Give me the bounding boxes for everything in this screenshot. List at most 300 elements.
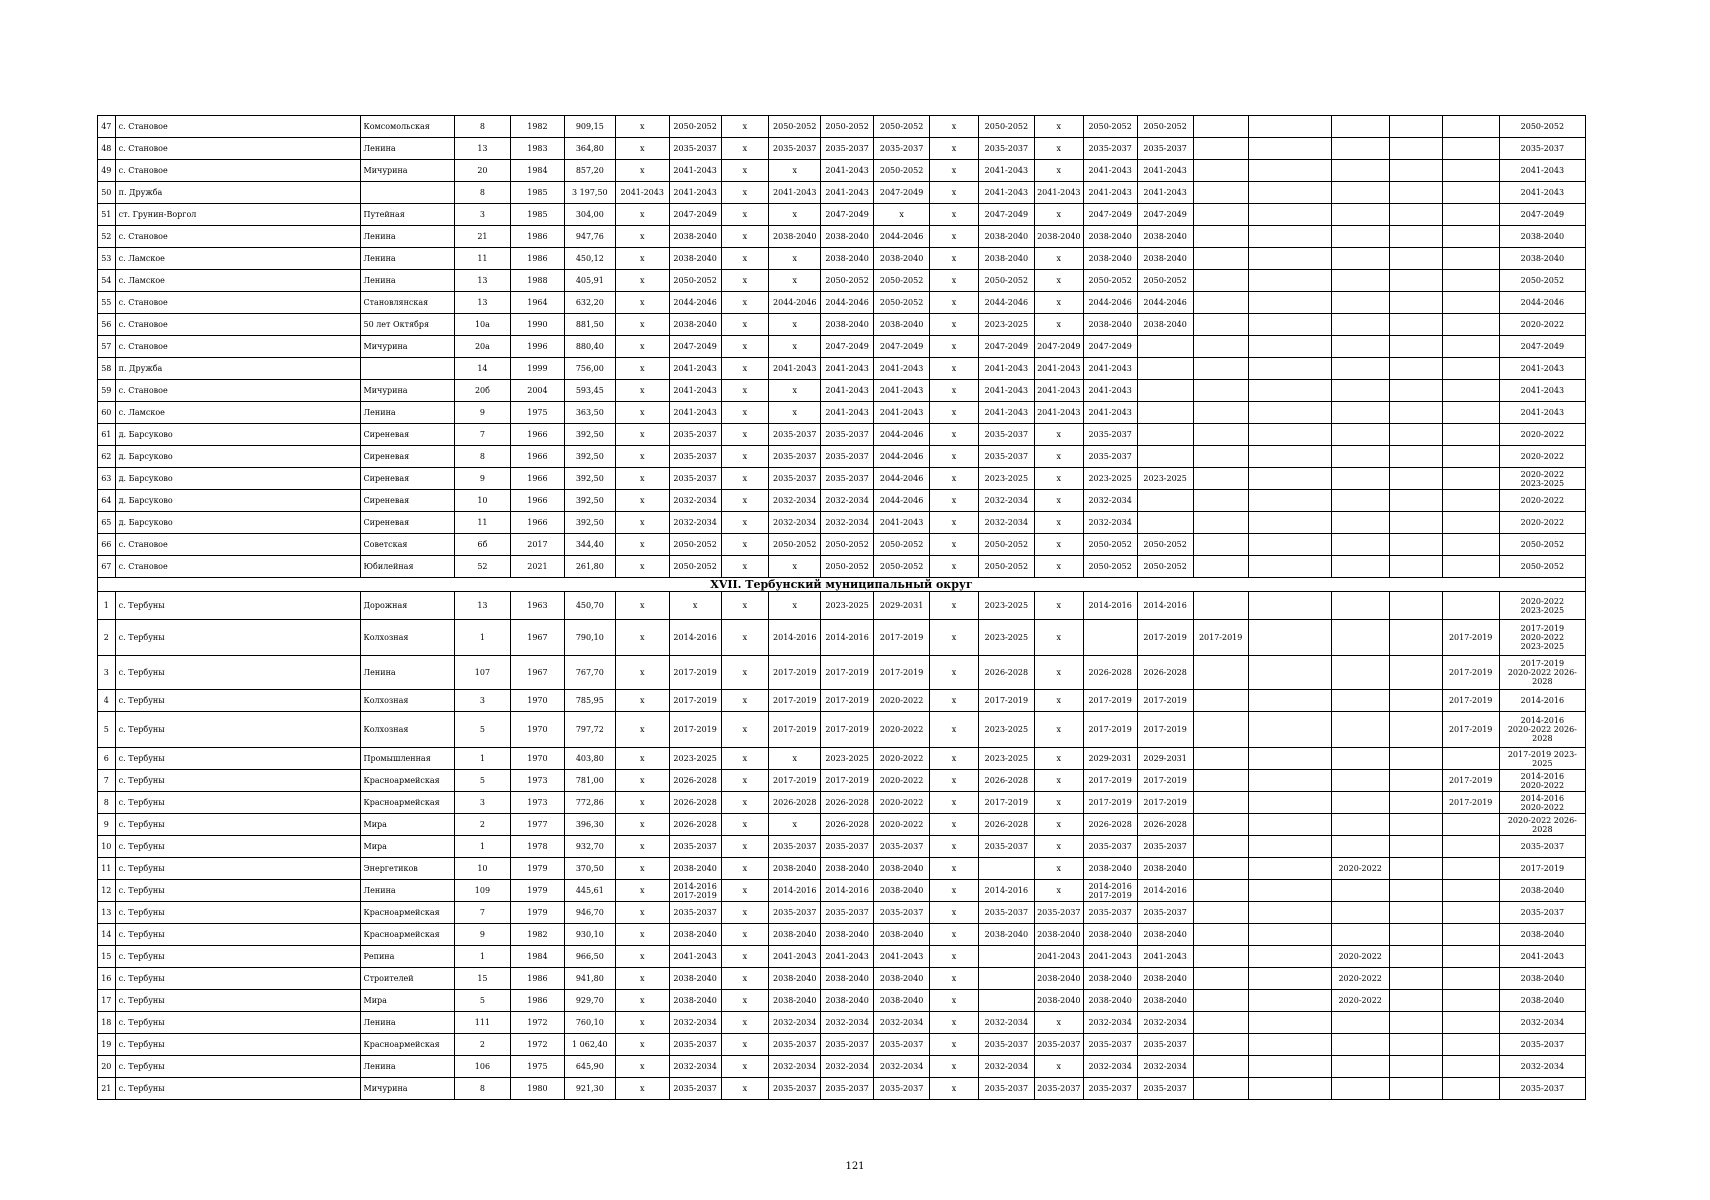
table-cell: [1248, 656, 1331, 690]
table-cell: 2035-2037: [769, 424, 821, 446]
table-cell: [1389, 424, 1442, 446]
table-cell: Становлянская: [360, 292, 454, 314]
table-cell: х: [721, 160, 769, 182]
table-cell: 2050-2052: [874, 556, 930, 578]
table-cell: 1967: [510, 620, 564, 656]
table-cell: 2038-2040: [821, 968, 874, 990]
table-cell: 2035-2037: [978, 902, 1034, 924]
table-cell: х: [721, 902, 769, 924]
table-cell: с. Ламское: [115, 248, 360, 270]
table-cell: х: [930, 690, 979, 712]
table-cell: [1389, 836, 1442, 858]
table-row: [98, 858, 1586, 880]
table-cell: [1193, 556, 1248, 578]
table-cell: [1389, 1056, 1442, 1078]
table-cell: [1442, 836, 1499, 858]
table-cell: х: [1034, 814, 1083, 836]
table-cell: 49: [98, 160, 116, 182]
table-cell: 2041-2043: [874, 512, 930, 534]
table-cell: 2017-2019: [821, 712, 874, 748]
table-cell: 2038-2040: [821, 226, 874, 248]
table-cell: 2017-2019: [1193, 620, 1248, 656]
table-cell: 2: [98, 620, 116, 656]
table-row: [98, 924, 1586, 946]
table-cell: 3: [454, 690, 510, 712]
table-cell: [1442, 138, 1499, 160]
table-cell: 2020-2022 2023-2025: [1499, 468, 1585, 490]
table-cell: 2050-2052: [874, 116, 930, 138]
table-cell: 14: [454, 358, 510, 380]
table-cell: 2035-2037: [1034, 1034, 1083, 1056]
table-cell: 2032-2034: [821, 1012, 874, 1034]
table-cell: 1986: [510, 248, 564, 270]
table-cell: 2041-2043: [1034, 946, 1083, 968]
table-cell: 2038-2040: [1083, 968, 1137, 990]
table-cell: 2050-2052: [669, 556, 721, 578]
table-cell: 2017-2019: [1137, 620, 1193, 656]
table-cell: х: [615, 490, 669, 512]
table-cell: 881,50: [564, 314, 615, 336]
table-cell: 2038-2040: [1137, 968, 1193, 990]
table-cell: [1193, 182, 1248, 204]
table-cell: 2017-2019: [669, 656, 721, 690]
table-cell: 13: [454, 138, 510, 160]
table-cell: 2017-2019: [669, 712, 721, 748]
table-cell: с. Становое: [115, 138, 360, 160]
table-cell: х: [930, 1012, 979, 1034]
table-cell: [1193, 924, 1248, 946]
table-cell: х: [1034, 656, 1083, 690]
table-cell: 2038-2040: [874, 248, 930, 270]
table-cell: 445,61: [564, 880, 615, 902]
table-row: [98, 1034, 1586, 1056]
table-cell: 932,70: [564, 836, 615, 858]
table-cell: [1389, 946, 1442, 968]
table-cell: 2044-2046: [1499, 292, 1585, 314]
table-cell: 929,70: [564, 990, 615, 1012]
table-cell: 9: [454, 468, 510, 490]
table-cell: х: [1034, 592, 1083, 620]
table-cell: [1331, 556, 1389, 578]
table-row: [98, 270, 1586, 292]
table-cell: 2032-2034: [1083, 512, 1137, 534]
table-cell: 1982: [510, 924, 564, 946]
table-cell: [1193, 138, 1248, 160]
table-cell: 2050-2052: [821, 556, 874, 578]
table-cell: [1442, 814, 1499, 836]
table-cell: х: [615, 1034, 669, 1056]
table-cell: 2035-2037: [769, 1034, 821, 1056]
table-cell: [360, 358, 454, 380]
table-cell: 2026-2028: [669, 770, 721, 792]
table-row: [98, 968, 1586, 990]
table-cell: 10: [454, 858, 510, 880]
table-cell: х: [615, 1056, 669, 1078]
table-cell: х: [721, 292, 769, 314]
table-cell: 2035-2037: [1083, 836, 1137, 858]
table-cell: 2050-2052: [669, 534, 721, 556]
table-cell: 10: [98, 836, 116, 858]
table-cell: х: [930, 620, 979, 656]
table-cell: 1985: [510, 204, 564, 226]
table-cell: Мира: [360, 990, 454, 1012]
table-cell: [1193, 160, 1248, 182]
table-cell: 2041-2043: [1034, 402, 1083, 424]
table-cell: 2041-2043: [1083, 380, 1137, 402]
table-cell: [1193, 270, 1248, 292]
table-cell: х: [721, 512, 769, 534]
table-cell: 18: [98, 1012, 116, 1034]
table-cell: 14: [98, 924, 116, 946]
table-cell: 2038-2040: [874, 858, 930, 880]
table-cell: 55: [98, 292, 116, 314]
table-cell: [1248, 990, 1331, 1012]
table-cell: 2017-2019: [1442, 770, 1499, 792]
table-cell: 2035-2037: [821, 138, 874, 160]
table-cell: 363,50: [564, 402, 615, 424]
table-cell: Сиреневая: [360, 468, 454, 490]
table-cell: х: [1034, 1056, 1083, 1078]
table-cell: 2032-2034: [1083, 490, 1137, 512]
table-cell: 8: [454, 446, 510, 468]
table-cell: 2026-2028: [769, 792, 821, 814]
table-cell: с. Тербуны: [115, 902, 360, 924]
table-cell: 2035-2037: [978, 836, 1034, 858]
table-cell: 61: [98, 424, 116, 446]
table-cell: 2050-2052: [1083, 116, 1137, 138]
table-cell: 2041-2043: [821, 946, 874, 968]
table-cell: 1966: [510, 490, 564, 512]
table-cell: 2035-2037: [669, 902, 721, 924]
table-cell: 2017-2019: [1137, 712, 1193, 748]
table-cell: Дорожная: [360, 592, 454, 620]
table-cell: 2035-2037: [669, 468, 721, 490]
table-cell: 405,91: [564, 270, 615, 292]
table-cell: 2038-2040: [1034, 924, 1083, 946]
table-cell: [1442, 160, 1499, 182]
table-cell: [1193, 770, 1248, 792]
table-cell: 261,80: [564, 556, 615, 578]
table-cell: х: [1034, 292, 1083, 314]
table-cell: х: [930, 968, 979, 990]
table-cell: [1193, 468, 1248, 490]
table-cell: [1389, 182, 1442, 204]
table-cell: [1389, 314, 1442, 336]
table-row: [98, 690, 1586, 712]
table-cell: х: [930, 792, 979, 814]
table-cell: 1970: [510, 748, 564, 770]
table-cell: 1988: [510, 270, 564, 292]
table-cell: 2041-2043: [669, 946, 721, 968]
table-cell: [1248, 814, 1331, 836]
table-cell: х: [930, 924, 979, 946]
table-cell: х: [1034, 556, 1083, 578]
table-cell: с. Тербуны: [115, 924, 360, 946]
table-cell: 54: [98, 270, 116, 292]
table-cell: 62: [98, 446, 116, 468]
table-cell: 2035-2037: [669, 1034, 721, 1056]
table-cell: Ленина: [360, 138, 454, 160]
table-cell: [1248, 858, 1331, 880]
table-row: [98, 836, 1586, 858]
table-cell: х: [930, 160, 979, 182]
table-cell: 2035-2037: [769, 1078, 821, 1100]
table-cell: 3 197,50: [564, 182, 615, 204]
table-cell: 760,10: [564, 1012, 615, 1034]
table-cell: [1442, 204, 1499, 226]
table-cell: с. Тербуны: [115, 968, 360, 990]
table-cell: х: [1034, 712, 1083, 748]
table-cell: 1979: [510, 902, 564, 924]
table-cell: 2050-2052: [1499, 116, 1585, 138]
table-cell: [1248, 512, 1331, 534]
table-cell: [1442, 512, 1499, 534]
table-cell: х: [769, 314, 821, 336]
table-cell: х: [721, 446, 769, 468]
table-cell: 2014-2016: [1137, 880, 1193, 902]
table-cell: [1442, 292, 1499, 314]
table-cell: 2035-2037: [769, 902, 821, 924]
table-cell: [1193, 204, 1248, 226]
table-cell: х: [721, 556, 769, 578]
table-cell: 2035-2037: [669, 138, 721, 160]
table-cell: 2035-2037: [1499, 836, 1585, 858]
table-cell: 2038-2040: [1083, 314, 1137, 336]
table-cell: х: [930, 990, 979, 1012]
table-cell: 2032-2034: [669, 490, 721, 512]
table-cell: х: [615, 314, 669, 336]
table-cell: с. Тербуны: [115, 1012, 360, 1034]
table-cell: 2014-2016: [669, 620, 721, 656]
table-cell: 2047-2049: [978, 204, 1034, 226]
table-cell: х: [615, 880, 669, 902]
table-cell: 2014-2016 2020-2022 2026-2028: [1499, 712, 1585, 748]
table-cell: 2038-2040: [1137, 858, 1193, 880]
table-cell: [1248, 468, 1331, 490]
table-cell: [1193, 248, 1248, 270]
table-cell: с. Становое: [115, 226, 360, 248]
table-cell: 2020-2022: [1499, 446, 1585, 468]
table-cell: 2035-2037: [1083, 902, 1137, 924]
table-cell: [1331, 358, 1389, 380]
table-cell: [1331, 270, 1389, 292]
table-cell: 2050-2052: [1083, 556, 1137, 578]
table-cell: х: [721, 402, 769, 424]
table-cell: 2038-2040: [769, 858, 821, 880]
table-cell: 2032-2034: [669, 1056, 721, 1078]
table-cell: х: [615, 712, 669, 748]
table-cell: х: [615, 792, 669, 814]
table-cell: 2038-2040: [874, 880, 930, 902]
table-cell: 2026-2028: [1083, 656, 1137, 690]
table-cell: [1442, 182, 1499, 204]
table-cell: [1331, 446, 1389, 468]
table-cell: 2035-2037: [1137, 836, 1193, 858]
table-cell: 2050-2052: [1499, 534, 1585, 556]
table-cell: [1193, 990, 1248, 1012]
table-cell: 2020-2022: [874, 748, 930, 770]
table-cell: х: [615, 380, 669, 402]
table-cell: с. Становое: [115, 556, 360, 578]
table-cell: [1331, 1056, 1389, 1078]
table-cell: [1331, 160, 1389, 182]
table-cell: 2020-2022 2026-2028: [1499, 814, 1585, 836]
table-cell: 2035-2037: [769, 138, 821, 160]
table-cell: [1442, 358, 1499, 380]
table-cell: [978, 968, 1034, 990]
table-cell: 2041-2043: [821, 402, 874, 424]
table-cell: [1193, 656, 1248, 690]
table-cell: 10а: [454, 314, 510, 336]
table-cell: Ленина: [360, 880, 454, 902]
table-cell: х: [930, 512, 979, 534]
table-cell: х: [930, 204, 979, 226]
table-cell: 947,76: [564, 226, 615, 248]
table-cell: 2035-2037: [669, 424, 721, 446]
table-cell: [1442, 534, 1499, 556]
table-cell: [1193, 968, 1248, 990]
table-cell: 2023-2025: [821, 592, 874, 620]
table-cell: Колхозная: [360, 712, 454, 748]
table-cell: 2017-2019: [821, 770, 874, 792]
table-cell: [1442, 116, 1499, 138]
table-cell: 2035-2037: [1083, 446, 1137, 468]
table-cell: [1193, 402, 1248, 424]
table-cell: х: [930, 270, 979, 292]
table-cell: х: [615, 620, 669, 656]
table-cell: х: [721, 1012, 769, 1034]
table-cell: 2014-2016 2017-2019: [1083, 880, 1137, 902]
table-cell: 2017: [510, 534, 564, 556]
section-title: XVII. Тербунский муниципальный округ: [98, 578, 1586, 592]
table-cell: с. Тербуны: [115, 712, 360, 748]
table-cell: 1999: [510, 358, 564, 380]
table-cell: х: [930, 946, 979, 968]
table-row: [98, 226, 1586, 248]
table-cell: 2038-2040: [874, 990, 930, 1012]
table-cell: 48: [98, 138, 116, 160]
table-cell: 2026-2028: [669, 814, 721, 836]
table-cell: 2041-2043: [978, 160, 1034, 182]
table-cell: 2017-2019: [769, 770, 821, 792]
table-row: [98, 314, 1586, 336]
table-cell: 2035-2037: [1034, 902, 1083, 924]
table-cell: 2014-2016: [769, 620, 821, 656]
table-cell: х: [721, 204, 769, 226]
table-cell: [1331, 902, 1389, 924]
table-cell: 1986: [510, 226, 564, 248]
table-cell: 12: [98, 880, 116, 902]
table-cell: [1248, 1078, 1331, 1100]
table-cell: Красноармейская: [360, 770, 454, 792]
table-cell: 6: [98, 748, 116, 770]
table-cell: 2038-2040: [1499, 968, 1585, 990]
table-cell: 3: [98, 656, 116, 690]
table-cell: х: [615, 990, 669, 1012]
table-cell: х: [769, 380, 821, 402]
table-cell: х: [1034, 138, 1083, 160]
table-cell: 109: [454, 880, 510, 902]
table-cell: х: [1034, 160, 1083, 182]
table-cell: 1970: [510, 690, 564, 712]
table-cell: 51: [98, 204, 116, 226]
table-cell: [1248, 946, 1331, 968]
table-cell: 60: [98, 402, 116, 424]
table-cell: Колхозная: [360, 690, 454, 712]
table-cell: х: [930, 1078, 979, 1100]
table-row: [98, 656, 1586, 690]
table-cell: [1389, 468, 1442, 490]
table-cell: [1248, 748, 1331, 770]
table-cell: [1193, 858, 1248, 880]
table-cell: 2041-2043: [1083, 402, 1137, 424]
table-cell: [1137, 446, 1193, 468]
table-cell: 392,50: [564, 424, 615, 446]
table-row: [98, 402, 1586, 424]
table-cell: с. Тербуны: [115, 946, 360, 968]
table-cell: 2038-2040: [769, 226, 821, 248]
table-cell: 2014-2016: [1137, 592, 1193, 620]
table-cell: 2041-2043: [1499, 182, 1585, 204]
table-cell: [1248, 880, 1331, 902]
table-cell: [1442, 226, 1499, 248]
table-cell: 2047-2049: [1137, 204, 1193, 226]
table-cell: х: [615, 534, 669, 556]
table-cell: х: [930, 292, 979, 314]
table-cell: 2023-2025: [1083, 468, 1137, 490]
table-cell: [1331, 468, 1389, 490]
table-cell: х: [769, 814, 821, 836]
table-cell: [1248, 968, 1331, 990]
table-cell: [1248, 902, 1331, 924]
table-cell: х: [930, 468, 979, 490]
table-cell: 2050-2052: [1499, 556, 1585, 578]
table-row: [98, 620, 1586, 656]
table-cell: [1442, 902, 1499, 924]
table-row: [98, 512, 1586, 534]
table-cell: 2050-2052: [874, 160, 930, 182]
table-cell: х: [1034, 880, 1083, 902]
table-cell: [1442, 924, 1499, 946]
table-cell: [1389, 748, 1442, 770]
table-cell: 2017-2019: [1499, 858, 1585, 880]
table-cell: Мичурина: [360, 336, 454, 358]
table-cell: [1193, 424, 1248, 446]
table-cell: 2038-2040: [669, 924, 721, 946]
table-cell: с. Тербуны: [115, 656, 360, 690]
table-body-section-a: [98, 116, 1586, 578]
table-cell: Сиреневая: [360, 512, 454, 534]
table-cell: 2014-2016: [1499, 690, 1585, 712]
table-cell: 2035-2037: [821, 836, 874, 858]
table-cell: х: [721, 1078, 769, 1100]
table-cell: х: [874, 204, 930, 226]
table-cell: х: [769, 592, 821, 620]
table-cell: с. Тербуны: [115, 792, 360, 814]
table-cell: х: [930, 1056, 979, 1078]
table-cell: [1331, 620, 1389, 656]
table-cell: 1973: [510, 792, 564, 814]
table-cell: [1248, 424, 1331, 446]
table-cell: [1193, 836, 1248, 858]
table-cell: 857,20: [564, 160, 615, 182]
table-cell: х: [930, 336, 979, 358]
table-cell: х: [615, 1012, 669, 1034]
table-cell: 11: [98, 858, 116, 880]
table-cell: х: [1034, 468, 1083, 490]
table-cell: [1389, 712, 1442, 748]
table-cell: 2035-2037: [978, 446, 1034, 468]
